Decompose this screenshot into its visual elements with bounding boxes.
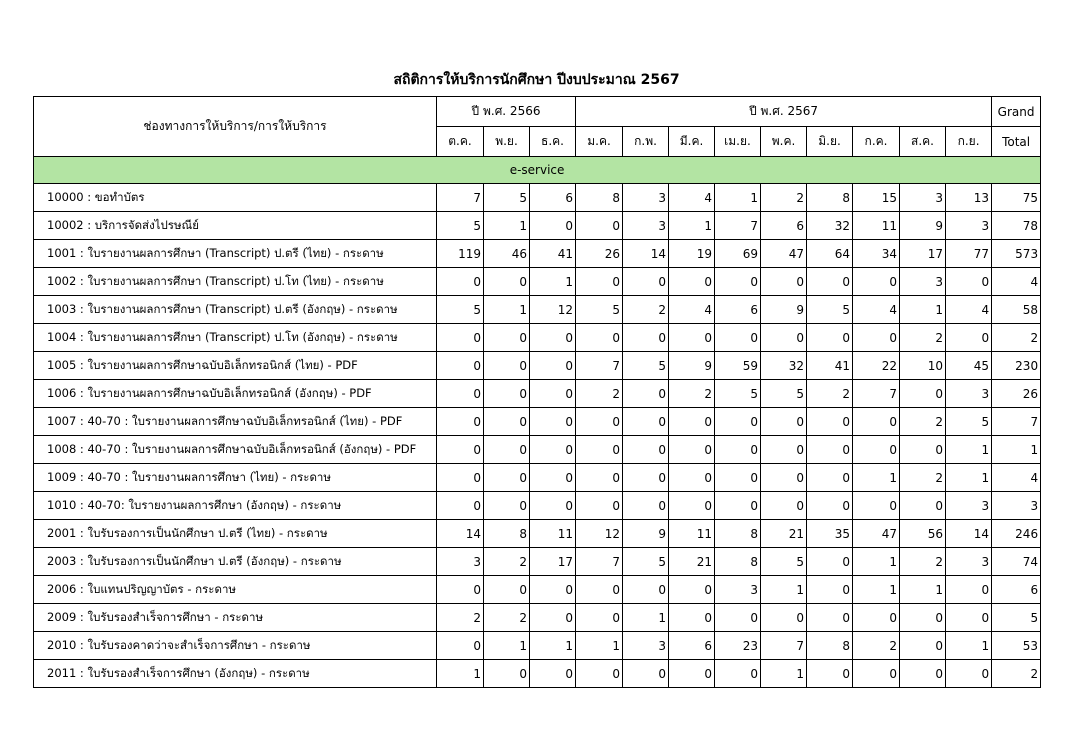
month-value: 0 bbox=[761, 408, 807, 436]
service-name: 2001 : ใบรับรองการเป็นนักศึกษา ป.ตรี (ไทย) - กระดาษ bbox=[34, 520, 437, 548]
month-value: 0 bbox=[437, 632, 484, 660]
grand-header: Grand bbox=[992, 97, 1041, 127]
section-label: e-service bbox=[34, 157, 1041, 184]
month-value: 1 bbox=[484, 296, 530, 324]
service-name: 2006 : ใบแทนปริญญาบัตร - กระดาษ bbox=[34, 576, 437, 604]
month-value: 41 bbox=[807, 352, 853, 380]
month-value: 0 bbox=[669, 436, 715, 464]
month-value: 4 bbox=[669, 184, 715, 212]
table-row bbox=[34, 380, 1041, 408]
month-value: 2 bbox=[853, 632, 900, 660]
service-name: 1002 : ใบรายงานผลการศึกษา (Transcript) ป.โท (ไทย) - กระดาษ bbox=[34, 268, 437, 296]
month-value: 0 bbox=[669, 408, 715, 436]
month-value: 2 bbox=[900, 464, 946, 492]
month-value: 0 bbox=[437, 464, 484, 492]
month-value: 3 bbox=[900, 268, 946, 296]
month-value: 0 bbox=[807, 660, 853, 688]
month-value: 1 bbox=[530, 268, 576, 296]
month-value: 0 bbox=[807, 408, 853, 436]
row-total: 26 bbox=[992, 380, 1041, 408]
month-value: 0 bbox=[715, 604, 761, 632]
month-value: 0 bbox=[623, 408, 669, 436]
row-total: 7 bbox=[992, 408, 1041, 436]
month-value: 7 bbox=[576, 352, 623, 380]
month-value: 0 bbox=[715, 492, 761, 520]
month-value: 119 bbox=[437, 240, 484, 268]
table-row bbox=[34, 464, 1041, 492]
month-value: 0 bbox=[530, 212, 576, 240]
month-value: 5 bbox=[576, 296, 623, 324]
month-value: 0 bbox=[530, 324, 576, 352]
table-row bbox=[34, 436, 1041, 464]
month-header: มิ.ย. bbox=[807, 127, 853, 157]
month-value: 6 bbox=[715, 296, 761, 324]
month-value: 0 bbox=[807, 436, 853, 464]
channel-header: ช่องทางการให้บริการ/การให้บริการ bbox=[34, 97, 437, 157]
month-value: 6 bbox=[761, 212, 807, 240]
month-value: 64 bbox=[807, 240, 853, 268]
month-value: 21 bbox=[761, 520, 807, 548]
month-value: 6 bbox=[530, 184, 576, 212]
month-value: 0 bbox=[807, 492, 853, 520]
month-value: 4 bbox=[946, 296, 992, 324]
month-value: 17 bbox=[900, 240, 946, 268]
month-header: พ.ย. bbox=[484, 127, 530, 157]
month-value: 3 bbox=[715, 576, 761, 604]
table-row bbox=[34, 520, 1041, 548]
month-value: 1 bbox=[484, 212, 530, 240]
month-value: 12 bbox=[576, 520, 623, 548]
month-value: 0 bbox=[623, 380, 669, 408]
month-header: เม.ย. bbox=[715, 127, 761, 157]
month-value: 0 bbox=[669, 268, 715, 296]
service-name: 1008 : 40-70 : ใบรายงานผลการศึกษาฉบับอิเล็กทรอนิกส์ (อังกฤษ) - PDF bbox=[34, 436, 437, 464]
report-title: สถิติการให้บริการนักศึกษา ปีงบประมาณ 2567 bbox=[393, 72, 680, 88]
month-value: 8 bbox=[807, 632, 853, 660]
month-value: 0 bbox=[715, 660, 761, 688]
month-value: 14 bbox=[946, 520, 992, 548]
month-value: 5 bbox=[807, 296, 853, 324]
service-name: 1005 : ใบรายงานผลการศึกษาฉบับอิเล็กทรอนิกส์ (ไทย) - PDF bbox=[34, 352, 437, 380]
month-value: 3 bbox=[623, 632, 669, 660]
month-value: 0 bbox=[853, 268, 900, 296]
month-value: 2 bbox=[623, 296, 669, 324]
month-value: 1 bbox=[761, 660, 807, 688]
table-row bbox=[34, 324, 1041, 352]
month-value: 0 bbox=[900, 660, 946, 688]
year-2566-header: ปี พ.ศ. 2566 bbox=[437, 97, 576, 127]
month-value: 0 bbox=[669, 576, 715, 604]
month-value: 0 bbox=[900, 632, 946, 660]
month-value: 35 bbox=[807, 520, 853, 548]
row-total: 1 bbox=[992, 436, 1041, 464]
month-value: 8 bbox=[484, 520, 530, 548]
service-name: 1001 : ใบรายงานผลการศึกษา (Transcript) ป.ตรี (ไทย) - กระดาษ bbox=[34, 240, 437, 268]
month-value: 0 bbox=[484, 408, 530, 436]
month-value: 12 bbox=[530, 296, 576, 324]
month-value: 8 bbox=[576, 184, 623, 212]
month-value: 0 bbox=[576, 660, 623, 688]
month-value: 1 bbox=[853, 464, 900, 492]
month-value: 1 bbox=[715, 184, 761, 212]
month-value: 0 bbox=[576, 436, 623, 464]
month-value: 0 bbox=[576, 408, 623, 436]
month-header: ม.ค. bbox=[576, 127, 623, 157]
service-name: 1010 : 40-70: ใบรายงานผลการศึกษา (อังกฤษ) - กระดาษ bbox=[34, 492, 437, 520]
month-value: 0 bbox=[484, 492, 530, 520]
month-value: 1 bbox=[761, 576, 807, 604]
month-value: 5 bbox=[437, 212, 484, 240]
month-value: 9 bbox=[669, 352, 715, 380]
row-total: 5 bbox=[992, 604, 1041, 632]
month-value: 0 bbox=[623, 660, 669, 688]
month-header: ก.ย. bbox=[946, 127, 992, 157]
month-value: 0 bbox=[530, 380, 576, 408]
month-value: 0 bbox=[576, 492, 623, 520]
month-value: 0 bbox=[900, 604, 946, 632]
month-value: 0 bbox=[576, 604, 623, 632]
month-value: 3 bbox=[623, 212, 669, 240]
month-value: 2 bbox=[669, 380, 715, 408]
month-value: 2 bbox=[900, 408, 946, 436]
month-value: 7 bbox=[437, 184, 484, 212]
month-value: 0 bbox=[484, 268, 530, 296]
month-value: 0 bbox=[623, 436, 669, 464]
month-value: 0 bbox=[807, 576, 853, 604]
month-value: 47 bbox=[761, 240, 807, 268]
table-row bbox=[34, 632, 1041, 660]
month-value: 1 bbox=[484, 632, 530, 660]
month-value: 14 bbox=[623, 240, 669, 268]
month-value: 0 bbox=[853, 604, 900, 632]
table-row bbox=[34, 184, 1041, 212]
year-2567-header: ปี พ.ศ. 2567 bbox=[576, 97, 992, 127]
month-value: 77 bbox=[946, 240, 992, 268]
month-value: 0 bbox=[530, 408, 576, 436]
month-value: 5 bbox=[761, 548, 807, 576]
month-value: 0 bbox=[530, 352, 576, 380]
month-value: 3 bbox=[946, 212, 992, 240]
month-value: 2 bbox=[807, 380, 853, 408]
month-value: 0 bbox=[669, 324, 715, 352]
month-value: 0 bbox=[437, 268, 484, 296]
month-value: 32 bbox=[807, 212, 853, 240]
month-value: 0 bbox=[946, 268, 992, 296]
month-value: 19 bbox=[669, 240, 715, 268]
month-value: 21 bbox=[669, 548, 715, 576]
month-value: 0 bbox=[576, 212, 623, 240]
month-value: 3 bbox=[437, 548, 484, 576]
month-value: 0 bbox=[761, 464, 807, 492]
month-value: 0 bbox=[530, 464, 576, 492]
table-row bbox=[34, 548, 1041, 576]
month-value: 0 bbox=[807, 548, 853, 576]
month-value: 0 bbox=[576, 268, 623, 296]
month-value: 0 bbox=[530, 492, 576, 520]
service-name: 1006 : ใบรายงานผลการศึกษาฉบับอิเล็กทรอนิกส์ (อังกฤษ) - PDF bbox=[34, 380, 437, 408]
month-value: 0 bbox=[576, 464, 623, 492]
month-value: 0 bbox=[715, 324, 761, 352]
month-value: 0 bbox=[761, 604, 807, 632]
month-value: 0 bbox=[946, 604, 992, 632]
month-value: 8 bbox=[715, 548, 761, 576]
row-total: 58 bbox=[992, 296, 1041, 324]
month-value: 59 bbox=[715, 352, 761, 380]
month-value: 0 bbox=[437, 324, 484, 352]
month-value: 0 bbox=[807, 464, 853, 492]
month-value: 7 bbox=[715, 212, 761, 240]
month-value: 0 bbox=[484, 660, 530, 688]
month-header: ก.ค. bbox=[853, 127, 900, 157]
header-row-years bbox=[34, 97, 1041, 127]
month-value: 1 bbox=[946, 436, 992, 464]
month-header: ส.ค. bbox=[900, 127, 946, 157]
month-value: 34 bbox=[853, 240, 900, 268]
month-value: 0 bbox=[623, 464, 669, 492]
service-name: 2009 : ใบรับรองสำเร็จการศึกษา - กระดาษ bbox=[34, 604, 437, 632]
month-value: 1 bbox=[853, 576, 900, 604]
month-value: 0 bbox=[669, 604, 715, 632]
service-name: 1009 : 40-70 : ใบรายงานผลการศึกษา (ไทย) - กระดาษ bbox=[34, 464, 437, 492]
month-value: 9 bbox=[623, 520, 669, 548]
month-value: 2 bbox=[900, 548, 946, 576]
month-value: 5 bbox=[715, 380, 761, 408]
service-name: 10002 : บริการจัดส่งไปรษณีย์ bbox=[34, 212, 437, 240]
month-value: 1 bbox=[576, 632, 623, 660]
month-value: 1 bbox=[900, 296, 946, 324]
month-value: 0 bbox=[484, 352, 530, 380]
month-value: 0 bbox=[437, 492, 484, 520]
service-name: 2003 : ใบรับรองการเป็นนักศึกษา ป.ตรี (อังกฤษ) - กระดาษ bbox=[34, 548, 437, 576]
month-value: 23 bbox=[715, 632, 761, 660]
month-value: 45 bbox=[946, 352, 992, 380]
section-row bbox=[34, 157, 1041, 184]
month-value: 1 bbox=[900, 576, 946, 604]
month-value: 0 bbox=[623, 492, 669, 520]
service-name: 1004 : ใบรายงานผลการศึกษา (Transcript) ป.โท (อังกฤษ) - กระดาษ bbox=[34, 324, 437, 352]
month-value: 15 bbox=[853, 184, 900, 212]
month-value: 5 bbox=[623, 548, 669, 576]
month-value: 0 bbox=[530, 604, 576, 632]
month-value: 47 bbox=[853, 520, 900, 548]
month-value: 4 bbox=[669, 296, 715, 324]
month-value: 3 bbox=[900, 184, 946, 212]
month-value: 6 bbox=[669, 632, 715, 660]
service-name: 10000 : ขอทำบัตร bbox=[34, 184, 437, 212]
month-value: 0 bbox=[946, 576, 992, 604]
month-value: 0 bbox=[715, 408, 761, 436]
month-value: 0 bbox=[623, 324, 669, 352]
month-header: พ.ค. bbox=[761, 127, 807, 157]
month-value: 5 bbox=[623, 352, 669, 380]
month-value: 0 bbox=[530, 436, 576, 464]
month-value: 0 bbox=[761, 436, 807, 464]
month-value: 11 bbox=[669, 520, 715, 548]
month-header: มี.ค. bbox=[669, 127, 715, 157]
table-row bbox=[34, 408, 1041, 436]
month-value: 0 bbox=[946, 660, 992, 688]
month-value: 3 bbox=[946, 492, 992, 520]
statistics-table bbox=[33, 96, 1041, 688]
month-value: 0 bbox=[761, 492, 807, 520]
month-value: 3 bbox=[623, 184, 669, 212]
service-name: 1003 : ใบรายงานผลการศึกษา (Transcript) ป.ตรี (อังกฤษ) - กระดาษ bbox=[34, 296, 437, 324]
month-value: 0 bbox=[437, 408, 484, 436]
month-value: 0 bbox=[437, 576, 484, 604]
row-total: 573 bbox=[992, 240, 1041, 268]
month-header: ก.พ. bbox=[623, 127, 669, 157]
month-value: 0 bbox=[576, 576, 623, 604]
table-row bbox=[34, 492, 1041, 520]
month-value: 1 bbox=[623, 604, 669, 632]
month-value: 0 bbox=[484, 576, 530, 604]
row-total: 2 bbox=[992, 324, 1041, 352]
month-value: 2 bbox=[484, 604, 530, 632]
month-value: 0 bbox=[484, 436, 530, 464]
month-value: 17 bbox=[530, 548, 576, 576]
service-name: 2010 : ใบรับรองคาดว่าจะสำเร็จการศึกษา - กระดาษ bbox=[34, 632, 437, 660]
month-value: 5 bbox=[437, 296, 484, 324]
service-name: 1007 : 40-70 : ใบรายงานผลการศึกษาฉบับอิเล็กทรอนิกส์ (ไทย) - PDF bbox=[34, 408, 437, 436]
month-value: 0 bbox=[807, 268, 853, 296]
month-value: 0 bbox=[900, 380, 946, 408]
row-total: 6 bbox=[992, 576, 1041, 604]
month-value: 1 bbox=[946, 464, 992, 492]
table-row bbox=[34, 576, 1041, 604]
month-value: 56 bbox=[900, 520, 946, 548]
month-value: 0 bbox=[669, 464, 715, 492]
month-value: 0 bbox=[853, 660, 900, 688]
month-value: 0 bbox=[669, 492, 715, 520]
row-total: 3 bbox=[992, 492, 1041, 520]
table-row bbox=[34, 240, 1041, 268]
month-value: 0 bbox=[761, 268, 807, 296]
month-value: 1 bbox=[669, 212, 715, 240]
month-value: 0 bbox=[853, 436, 900, 464]
month-value: 10 bbox=[900, 352, 946, 380]
month-value: 26 bbox=[576, 240, 623, 268]
month-value: 46 bbox=[484, 240, 530, 268]
month-value: 14 bbox=[437, 520, 484, 548]
month-header: ต.ค. bbox=[437, 127, 484, 157]
row-total: 74 bbox=[992, 548, 1041, 576]
month-value: 22 bbox=[853, 352, 900, 380]
service-name: 2011 : ใบรับรองสำเร็จการศึกษา (อังกฤษ) - กระดาษ bbox=[34, 660, 437, 688]
month-value: 11 bbox=[853, 212, 900, 240]
month-value: 1 bbox=[853, 548, 900, 576]
month-value: 0 bbox=[715, 436, 761, 464]
month-value: 3 bbox=[946, 380, 992, 408]
month-value: 0 bbox=[484, 380, 530, 408]
month-value: 2 bbox=[900, 324, 946, 352]
month-value: 0 bbox=[807, 604, 853, 632]
month-value: 5 bbox=[484, 184, 530, 212]
month-value: 0 bbox=[853, 408, 900, 436]
table-row bbox=[34, 296, 1041, 324]
month-value: 1 bbox=[437, 660, 484, 688]
month-value: 8 bbox=[807, 184, 853, 212]
month-value: 0 bbox=[853, 492, 900, 520]
month-value: 0 bbox=[623, 576, 669, 604]
month-value: 11 bbox=[530, 520, 576, 548]
month-value: 41 bbox=[530, 240, 576, 268]
month-value: 0 bbox=[853, 324, 900, 352]
month-value: 9 bbox=[761, 296, 807, 324]
month-value: 0 bbox=[900, 492, 946, 520]
table-row bbox=[34, 604, 1041, 632]
total-header: Total bbox=[992, 127, 1041, 157]
table-row bbox=[34, 660, 1041, 688]
month-value: 0 bbox=[900, 436, 946, 464]
month-value: 2 bbox=[761, 184, 807, 212]
table-row bbox=[34, 268, 1041, 296]
row-total: 2 bbox=[992, 660, 1041, 688]
month-value: 69 bbox=[715, 240, 761, 268]
month-value: 9 bbox=[900, 212, 946, 240]
month-value: 0 bbox=[669, 660, 715, 688]
table-row bbox=[34, 352, 1041, 380]
month-value: 2 bbox=[437, 604, 484, 632]
month-value: 0 bbox=[715, 464, 761, 492]
month-value: 0 bbox=[715, 268, 761, 296]
month-value: 0 bbox=[576, 324, 623, 352]
month-value: 0 bbox=[484, 464, 530, 492]
row-total: 4 bbox=[992, 464, 1041, 492]
month-value: 0 bbox=[946, 324, 992, 352]
month-value: 13 bbox=[946, 184, 992, 212]
month-value: 7 bbox=[853, 380, 900, 408]
month-value: 8 bbox=[715, 520, 761, 548]
month-value: 7 bbox=[576, 548, 623, 576]
row-total: 230 bbox=[992, 352, 1041, 380]
month-value: 0 bbox=[437, 380, 484, 408]
table-row bbox=[34, 212, 1041, 240]
month-value: 0 bbox=[437, 436, 484, 464]
month-value: 2 bbox=[576, 380, 623, 408]
row-total: 246 bbox=[992, 520, 1041, 548]
month-value: 0 bbox=[530, 576, 576, 604]
row-total: 4 bbox=[992, 268, 1041, 296]
month-value: 2 bbox=[484, 548, 530, 576]
row-total: 75 bbox=[992, 184, 1041, 212]
month-value: 0 bbox=[437, 352, 484, 380]
month-value: 0 bbox=[530, 660, 576, 688]
month-value: 0 bbox=[484, 324, 530, 352]
month-value: 7 bbox=[761, 632, 807, 660]
month-value: 0 bbox=[623, 268, 669, 296]
month-value: 32 bbox=[761, 352, 807, 380]
month-value: 5 bbox=[946, 408, 992, 436]
month-value: 0 bbox=[761, 324, 807, 352]
month-header: ธ.ค. bbox=[530, 127, 576, 157]
month-value: 3 bbox=[946, 548, 992, 576]
row-total: 78 bbox=[992, 212, 1041, 240]
month-value: 1 bbox=[946, 632, 992, 660]
month-value: 5 bbox=[761, 380, 807, 408]
month-value: 4 bbox=[853, 296, 900, 324]
month-value: 1 bbox=[530, 632, 576, 660]
row-total: 53 bbox=[992, 632, 1041, 660]
month-value: 0 bbox=[807, 324, 853, 352]
